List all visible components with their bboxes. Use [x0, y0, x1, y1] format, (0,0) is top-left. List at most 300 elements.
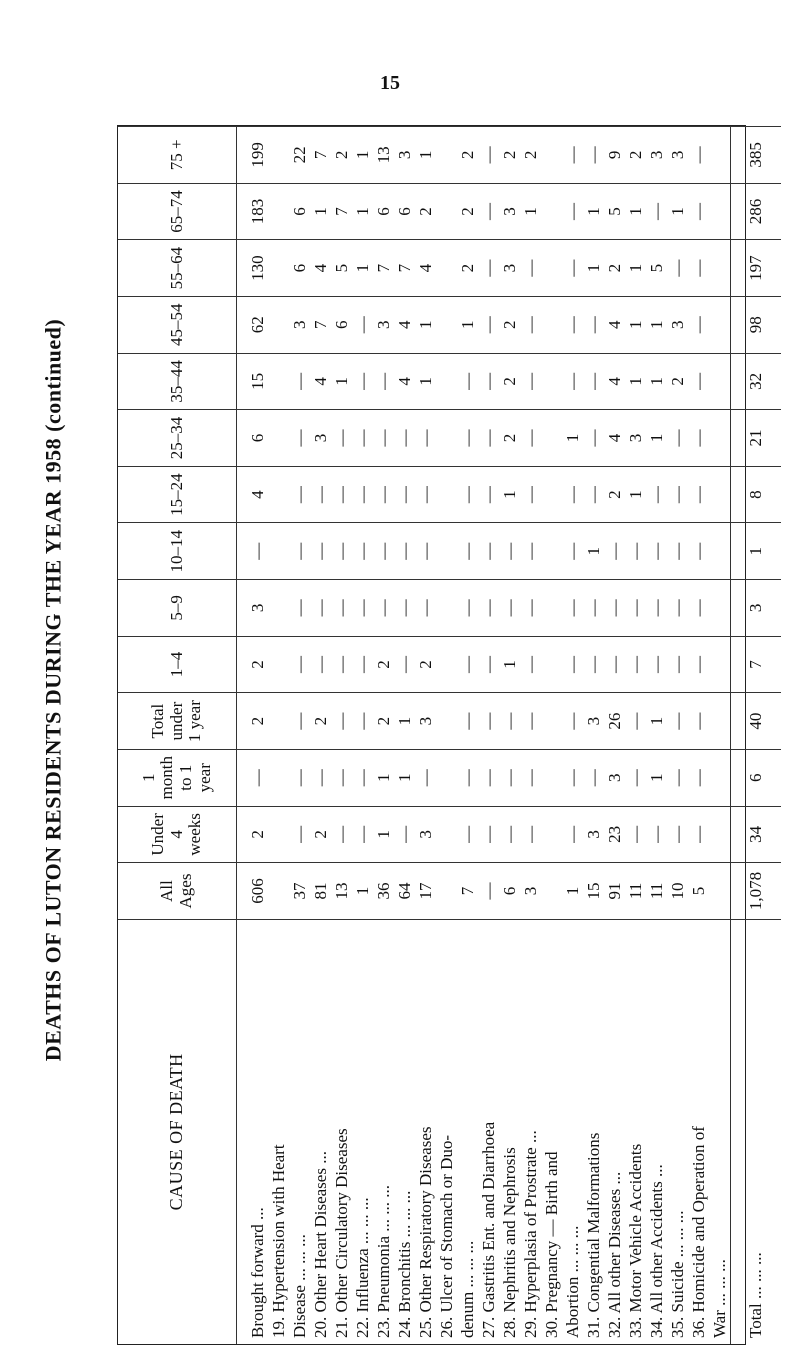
table-cell	[709, 473, 730, 517]
table-cell: —	[584, 429, 603, 447]
table-cell: 2	[668, 377, 687, 386]
table-cell: —	[311, 769, 330, 787]
total-cell: 1	[731, 523, 782, 580]
table-cell: —	[248, 542, 267, 560]
table-cell: 2	[500, 320, 519, 329]
table-cell	[268, 643, 289, 687]
table-cell: 10	[668, 882, 687, 900]
table-cell: —	[458, 599, 477, 617]
table-cell: —	[584, 769, 603, 787]
table-cell: 1	[647, 716, 666, 726]
table-cell: 6	[290, 263, 309, 273]
table-cell: 2	[626, 150, 645, 160]
table-cell	[268, 133, 289, 177]
body-row	[237, 127, 731, 1345]
table-cell: 11	[626, 882, 645, 900]
table-cell	[268, 360, 289, 404]
table-cell	[709, 190, 730, 234]
cause-label: 34. All other Accidents ...	[647, 1164, 666, 1338]
table-cell	[709, 246, 730, 290]
table-cell	[541, 473, 562, 517]
table-cell: 1	[584, 546, 603, 556]
table-cell: 1	[626, 377, 645, 386]
table-cell: —	[332, 486, 351, 504]
table-cell: 2	[500, 433, 519, 443]
table-cell: 11	[647, 882, 666, 900]
table-cell: —	[479, 259, 498, 277]
table-cell: 7	[395, 263, 414, 273]
table-cell: —	[500, 769, 519, 787]
table-cell: 5	[605, 207, 624, 216]
table-cell: 91	[605, 882, 624, 900]
table-cell: —	[332, 825, 351, 843]
table-cell: —	[290, 429, 309, 447]
table-cell: 3	[290, 320, 309, 329]
value-column-14	[237, 127, 731, 184]
table-cell	[541, 813, 562, 857]
table-cell: 13	[374, 146, 393, 164]
table-cell	[709, 586, 730, 630]
table-cell: —	[416, 429, 435, 447]
table-cell: —	[353, 486, 372, 504]
header-col-3: 1 month to 1 year	[118, 749, 237, 806]
table-cell: —	[332, 712, 351, 730]
table-cell	[541, 529, 562, 573]
table-cell: 7	[374, 263, 393, 273]
table-cell: —	[248, 769, 267, 787]
total-cell: 286	[731, 183, 782, 240]
table-cell: 2	[332, 150, 351, 160]
table-cell: —	[353, 825, 372, 843]
rotated-sheet	[118, 126, 765, 1344]
table-cell: —	[689, 542, 708, 560]
table-cell: —	[689, 599, 708, 617]
value-column-1	[237, 863, 731, 920]
table-cell: —	[626, 712, 645, 730]
header-col-2: Under 4 weeks	[118, 806, 237, 863]
header-col-11: 45–54	[118, 296, 237, 353]
table-cell: —	[332, 769, 351, 787]
table-cell: —	[521, 429, 540, 447]
value-column-3	[237, 749, 731, 806]
table-cell: 130	[248, 255, 267, 281]
table-cell: —	[689, 259, 708, 277]
table-cell: 1	[647, 773, 666, 782]
table-cell: —	[374, 372, 393, 390]
total-cell: 32	[731, 353, 782, 410]
table-cell	[436, 303, 457, 347]
table-cell: —	[353, 372, 372, 390]
page-number: 15	[380, 72, 400, 94]
table-cell: —	[647, 542, 666, 560]
table-cell: 1	[353, 207, 372, 216]
deaths-table-frame	[117, 125, 765, 1345]
table-cell: —	[416, 542, 435, 560]
table-cell: 1	[563, 433, 582, 443]
table-cell: —	[479, 882, 498, 900]
table-cell: —	[689, 146, 708, 164]
value-column-2	[237, 806, 731, 863]
table-cell	[268, 473, 289, 517]
table-cell: —	[647, 825, 666, 843]
table-cell: —	[353, 712, 372, 730]
table-cell: 2	[500, 150, 519, 160]
table-cell: —	[332, 542, 351, 560]
table-cell	[541, 869, 562, 913]
table-cell: —	[647, 599, 666, 617]
table-cell: —	[353, 542, 372, 560]
value-column-6	[237, 580, 731, 637]
table-cell: 1	[626, 207, 645, 216]
table-cell: 4	[395, 377, 414, 386]
table-cell: —	[500, 712, 519, 730]
table-cell: 3	[500, 263, 519, 273]
table-cell: —	[605, 599, 624, 617]
table-cell	[709, 529, 730, 573]
cause-label: Abortion ... ... ...	[563, 1225, 582, 1338]
table-cell: —	[689, 316, 708, 334]
table-cell: 1	[626, 320, 645, 329]
table-cell: 3	[416, 830, 435, 839]
table-cell: —	[689, 655, 708, 673]
table-cell: —	[458, 712, 477, 730]
table-cell: —	[626, 599, 645, 617]
page-title	[34, 90, 72, 1290]
table-cell: —	[689, 712, 708, 730]
table-cell: —	[374, 486, 393, 504]
table-cell	[268, 529, 289, 573]
table-cell	[709, 360, 730, 404]
table-cell	[268, 190, 289, 234]
table-cell: —	[563, 316, 582, 334]
table-cell: —	[416, 769, 435, 787]
table-cell: 3	[668, 320, 687, 329]
table-cell: 1	[374, 773, 393, 782]
table-cell: —	[563, 825, 582, 843]
table-cell: —	[395, 542, 414, 560]
table-cell: —	[647, 202, 666, 220]
table-cell: —	[479, 599, 498, 617]
table-cell: 1	[416, 150, 435, 160]
table-cell: 2	[605, 490, 624, 499]
table-cell: —	[563, 542, 582, 560]
table-cell: —	[563, 146, 582, 164]
table-cell: —	[479, 146, 498, 164]
table-cell: —	[521, 486, 540, 504]
table-cell: 1	[521, 207, 540, 216]
table-cell: —	[353, 599, 372, 617]
table-cell: 1	[332, 377, 351, 386]
page-title-text: DEATHS OF LUTON RESIDENTS DURING THE YEAR 1958 (continued)	[40, 318, 65, 1062]
header-col-13: 65–74	[118, 183, 237, 240]
table-cell: —	[668, 769, 687, 787]
table-cell: —	[311, 486, 330, 504]
table-cell: 7	[311, 320, 330, 329]
table-cell: —	[311, 542, 330, 560]
value-column-13	[237, 183, 731, 240]
table-cell: 36	[374, 882, 393, 900]
table-cell: —	[290, 769, 309, 787]
table-cell: —	[584, 655, 603, 673]
cause-label: 25. Other Respiratory Diseases	[416, 1126, 435, 1338]
table-cell	[436, 643, 457, 687]
table-cell	[541, 756, 562, 800]
table-cell	[436, 360, 457, 404]
header-row	[118, 127, 237, 1345]
table-cell: —	[689, 202, 708, 220]
table-cell: —	[332, 655, 351, 673]
table-cell: —	[395, 825, 414, 843]
table-cell	[436, 586, 457, 630]
cause-label: 26. Ulcer of Stomach or Duo-	[437, 1134, 456, 1338]
table-cell	[436, 813, 457, 857]
table-cell: —	[458, 486, 477, 504]
table-cell: 4	[248, 490, 267, 499]
table-cell: —	[458, 655, 477, 673]
table-cell: 7	[332, 207, 351, 216]
table-cell: 3	[584, 830, 603, 839]
total-cell: 34	[731, 806, 782, 863]
table-cell: 183	[248, 198, 267, 225]
table-cell: 62	[248, 316, 267, 334]
table-cell: —	[689, 429, 708, 447]
table-cell: —	[521, 259, 540, 277]
table-cell: 4	[395, 320, 414, 329]
cause-label: 27. Gastritis Ent. and Diarrhoea	[479, 1121, 498, 1338]
table-cell: 1	[647, 320, 666, 329]
table-cell: —	[500, 599, 519, 617]
table-cell: 23	[605, 825, 624, 843]
table-cell: —	[521, 712, 540, 730]
table-cell: 2	[248, 660, 267, 669]
value-column-7	[237, 523, 731, 580]
table-cell: —	[605, 655, 624, 673]
table-cell: —	[626, 769, 645, 787]
table-cell: —	[479, 316, 498, 334]
table-cell: 3	[395, 150, 414, 160]
table-cell: —	[479, 655, 498, 673]
table-cell: 4	[605, 377, 624, 386]
total-cell: 197	[731, 240, 782, 297]
table-cell	[541, 190, 562, 234]
value-column-5	[237, 636, 731, 693]
cause-label: 35. Suicide ... ... ...	[668, 1210, 687, 1338]
table-cell: 2	[521, 150, 540, 160]
table-cell: 2	[374, 660, 393, 669]
table-cell: 2	[458, 150, 477, 160]
table-cell: 2	[416, 660, 435, 669]
table-cell: 1	[374, 830, 393, 839]
table-cell: 3	[647, 150, 666, 160]
table-cell: —	[521, 372, 540, 390]
table-cell: —	[668, 655, 687, 673]
table-cell: 2	[458, 263, 477, 273]
table-cell: 1	[563, 886, 582, 896]
table-cell: 1	[500, 490, 519, 499]
cause-label: 33. Motor Vehicle Accidents	[626, 1143, 645, 1338]
table-cell	[268, 756, 289, 800]
table-cell: —	[500, 825, 519, 843]
value-column-9	[237, 410, 731, 467]
table-cell: —	[563, 599, 582, 617]
table-cell: —	[479, 769, 498, 787]
table-cell: 4	[311, 377, 330, 386]
table-cell: 1	[647, 377, 666, 386]
table-cell: —	[395, 655, 414, 673]
table-cell: —	[563, 712, 582, 730]
table-cell: 1	[500, 660, 519, 669]
table-cell	[709, 643, 730, 687]
table-cell	[436, 699, 457, 743]
table-cell: 13	[332, 882, 351, 900]
table-cell	[268, 699, 289, 743]
table-cell: —	[479, 372, 498, 390]
table-cell: —	[521, 542, 540, 560]
table-cell: 606	[248, 878, 267, 904]
table-cell: —	[605, 542, 624, 560]
cause-label: 19. Hypertension with Heart	[269, 1144, 288, 1338]
table-cell: —	[563, 655, 582, 673]
table-cell	[268, 246, 289, 290]
table-cell: 2	[311, 716, 330, 726]
cause-label: 22. Influenza ... ... ...	[353, 1197, 372, 1338]
table-cell: 64	[395, 882, 414, 900]
value-column-4	[237, 693, 731, 750]
table-cell: —	[479, 486, 498, 504]
table-cell: —	[290, 372, 309, 390]
table-cell: 5	[689, 886, 708, 896]
table-cell: —	[311, 655, 330, 673]
table-cell: 7	[458, 886, 477, 896]
value-column-10	[237, 353, 731, 410]
table-cell: —	[395, 429, 414, 447]
table-cell: —	[626, 655, 645, 673]
cause-label: denum ... ... ...	[458, 1240, 477, 1338]
table-cell	[709, 303, 730, 347]
table-cell: —	[521, 769, 540, 787]
table-cell: 15	[248, 372, 267, 390]
table-cell: 26	[605, 712, 624, 730]
table-cell	[541, 246, 562, 290]
table-cell: —	[374, 429, 393, 447]
table-cell: 3	[605, 773, 624, 782]
table-cell: —	[584, 372, 603, 390]
table-cell	[541, 360, 562, 404]
table-cell: —	[416, 486, 435, 504]
table-cell: —	[668, 825, 687, 843]
table-cell	[436, 529, 457, 573]
table-cell: —	[290, 486, 309, 504]
table-cell	[541, 643, 562, 687]
table-cell: 2	[248, 830, 267, 839]
header-col-7: 10–14	[118, 523, 237, 580]
table-cell: —	[584, 316, 603, 334]
table-cell: 37	[290, 882, 309, 900]
table-cell: 4	[416, 263, 435, 273]
total-cell: 385	[731, 127, 782, 184]
table-cell: —	[563, 202, 582, 220]
cause-label: 28. Nephritis and Nephrosis	[500, 1147, 519, 1338]
table-cell: —	[668, 429, 687, 447]
cause-label: 20. Other Heart Diseases ...	[311, 1151, 330, 1338]
table-cell: 2	[248, 716, 267, 726]
table-cell: 5	[332, 263, 351, 273]
table-cell	[268, 813, 289, 857]
table-cell	[268, 586, 289, 630]
cause-label: 30. Pregnancy — Birth and	[542, 1151, 561, 1338]
table-cell: 4	[311, 263, 330, 273]
table-cell	[709, 416, 730, 460]
table-cell: 2	[374, 716, 393, 726]
table-cell	[436, 869, 457, 913]
table-cell: —	[479, 712, 498, 730]
table-cell: —	[521, 599, 540, 617]
table-cell: —	[458, 542, 477, 560]
table-cell	[709, 869, 730, 913]
table-cell: 81	[311, 882, 330, 900]
cause-label: Brought forward ...	[248, 1207, 267, 1338]
table-cell: 1	[416, 320, 435, 329]
table-cell: —	[689, 769, 708, 787]
value-column-8	[237, 466, 731, 523]
header-col-6: 5–9	[118, 580, 237, 637]
table-cell: 6	[332, 320, 351, 329]
table-cell: —	[584, 146, 603, 164]
table-cell: —	[374, 542, 393, 560]
table-cell	[436, 190, 457, 234]
table-cell: —	[521, 825, 540, 843]
table-cell: 1	[353, 886, 372, 896]
table-cell: —	[353, 655, 372, 673]
table-cell: —	[500, 542, 519, 560]
table-cell: 1	[353, 150, 372, 160]
total-cell: 1,078	[731, 863, 782, 920]
table-cell: —	[290, 542, 309, 560]
table-cell: 6	[374, 207, 393, 216]
cause-label: 23. Pneumonia ... ... ...	[374, 1185, 393, 1338]
table-cell	[436, 473, 457, 517]
table-cell: 6	[248, 433, 267, 443]
table-cell	[541, 586, 562, 630]
table-cell: 2	[605, 263, 624, 273]
table-cell: 9	[605, 150, 624, 160]
table-cell: —	[458, 429, 477, 447]
table-cell: —	[416, 599, 435, 617]
table-cell: 5	[647, 263, 666, 273]
table-cell: —	[290, 599, 309, 617]
table-cell: 22	[290, 146, 309, 164]
value-column-12	[237, 240, 731, 297]
table-cell: —	[479, 825, 498, 843]
table-cell	[709, 756, 730, 800]
table-cell: 1	[668, 207, 687, 216]
table-cell: —	[458, 769, 477, 787]
deaths-table	[118, 126, 781, 1344]
total-row	[731, 127, 782, 1345]
total-label: Total ... ... ...	[731, 919, 782, 1344]
total-cell: 3	[731, 580, 782, 637]
table-cell: —	[563, 486, 582, 504]
table-cell: 1	[647, 433, 666, 443]
table-cell: —	[353, 769, 372, 787]
header-cause: CAUSE OF DEATH	[118, 919, 237, 1344]
table-cell: 1	[458, 320, 477, 329]
table-cell: —	[332, 599, 351, 617]
table-cell: —	[668, 486, 687, 504]
table-cell	[541, 416, 562, 460]
table-cell: 3	[584, 716, 603, 726]
table-cell: —	[479, 202, 498, 220]
